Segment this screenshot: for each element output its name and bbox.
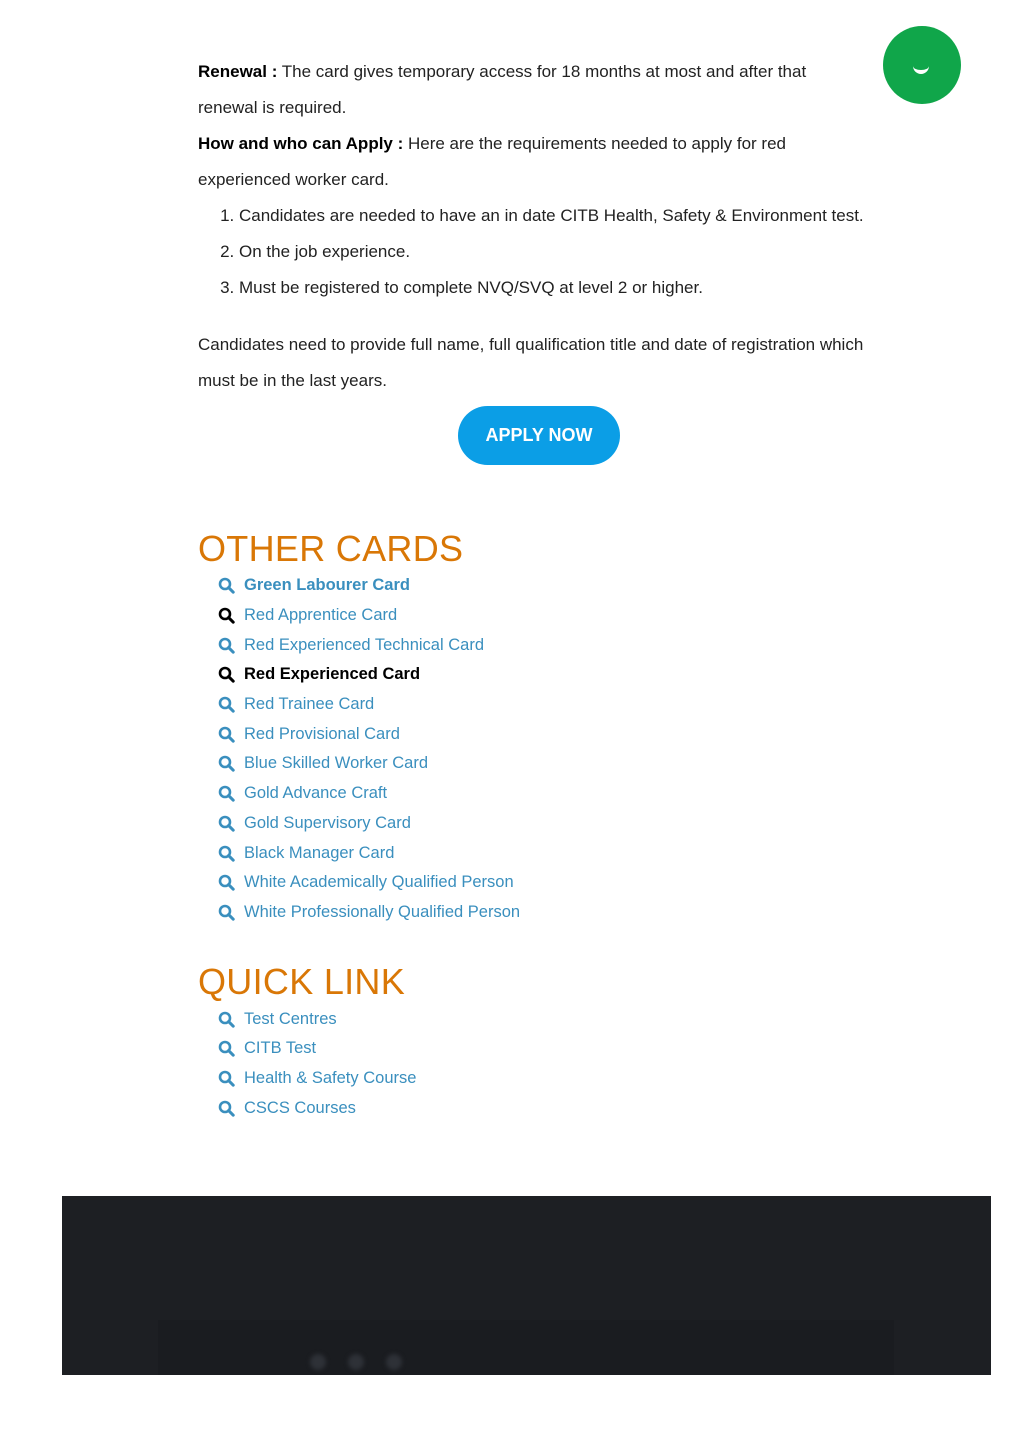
search-icon	[218, 1100, 235, 1117]
requirement-item: 3. Must be registered to complete NVQ/SVQ at level 2 or higher.	[239, 270, 868, 306]
link-item[interactable]	[218, 630, 868, 660]
link-item[interactable]	[218, 660, 868, 690]
link-item[interactable]	[218, 601, 868, 631]
link-item[interactable]	[218, 1034, 868, 1064]
link-item[interactable]	[218, 1004, 868, 1034]
apply-text: Here are the requirements needed to apply for red experienced worker card.	[198, 134, 786, 189]
link-label: Green Labourer Card	[244, 576, 410, 595]
social-icon[interactable]	[348, 1354, 364, 1370]
link-label: CSCS Courses	[244, 1098, 356, 1117]
social-icon[interactable]	[386, 1354, 402, 1370]
search-icon	[218, 696, 235, 713]
link-item[interactable]	[218, 1093, 868, 1123]
link-label: Red Apprentice Card	[244, 606, 398, 625]
requirement-item: 2. On the job experience.	[239, 234, 868, 270]
link-label: White Professionally Qualified Person	[244, 902, 521, 921]
search-icon	[218, 1011, 235, 1028]
search-icon	[218, 874, 235, 891]
link-label: White Academically Qualified Person	[244, 873, 514, 892]
link-item[interactable]	[218, 1064, 868, 1094]
link-item[interactable]	[218, 690, 868, 720]
footer-social-icons	[310, 1354, 402, 1370]
search-icon	[218, 666, 235, 683]
search-icon	[218, 1070, 235, 1087]
renewal-paragraph	[198, 54, 868, 126]
link-label: Red Trainee Card	[244, 695, 375, 714]
link-item[interactable]	[218, 898, 868, 928]
link-label: Gold Supervisory Card	[244, 813, 411, 832]
search-icon	[218, 1040, 235, 1057]
search-icon	[218, 815, 235, 832]
link-label: CITB Test	[244, 1039, 317, 1058]
link-item[interactable]	[218, 809, 868, 839]
link-label: Blue Skilled Worker Card	[244, 754, 429, 773]
search-icon	[218, 607, 235, 624]
link-item[interactable]	[218, 749, 868, 779]
link-item[interactable]	[218, 779, 868, 809]
requirements-list	[198, 198, 868, 306]
footer-inner-panel	[158, 1320, 894, 1375]
search-icon	[218, 785, 235, 802]
link-label: Health & Safety Course	[244, 1068, 417, 1087]
search-icon	[218, 577, 235, 594]
link-label: Red Provisional Card	[244, 724, 400, 743]
social-icon[interactable]	[310, 1354, 326, 1370]
search-icon	[218, 904, 235, 921]
link-item[interactable]	[218, 719, 868, 749]
quick-link-title: QUICK LINK	[198, 961, 406, 1003]
link-label: Black Manager Card	[244, 843, 395, 862]
link-item[interactable]	[218, 571, 868, 601]
search-icon	[218, 845, 235, 862]
footer	[62, 1196, 991, 1375]
main-content	[198, 54, 868, 1123]
link-item[interactable]	[218, 838, 868, 868]
search-icon	[218, 755, 235, 772]
registration-note: Candidates need to provide full name, full qualification title and date of registration which must be in the last years.	[198, 335, 864, 390]
search-icon	[218, 726, 235, 743]
chat-bubble-icon[interactable]	[883, 0, 961, 104]
other-cards-list	[198, 571, 868, 927]
other-cards-title: OTHER CARDS	[198, 528, 464, 569]
quick-link-list	[198, 1004, 868, 1123]
link-item[interactable]	[218, 868, 868, 898]
search-icon	[218, 637, 235, 654]
renewal-text: The card gives temporary access for 18 months at most and after that renewal is required.	[198, 62, 807, 117]
apply-paragraph	[198, 126, 868, 198]
link-label: Test Centres	[244, 1009, 337, 1028]
link-label: Red Experienced Card	[244, 665, 421, 684]
requirement-item: 1. Candidates are needed to have an in date CITB Health, Safety & Environment test.	[239, 198, 868, 234]
apply-now-button[interactable]: APPLY NOW	[458, 406, 620, 465]
link-label: Red Experienced Technical Card	[244, 635, 484, 654]
link-label: Gold Advance Craft	[244, 784, 388, 803]
renewal-label: Renewal :	[198, 62, 278, 81]
apply-label: How and who can Apply :	[198, 134, 404, 153]
